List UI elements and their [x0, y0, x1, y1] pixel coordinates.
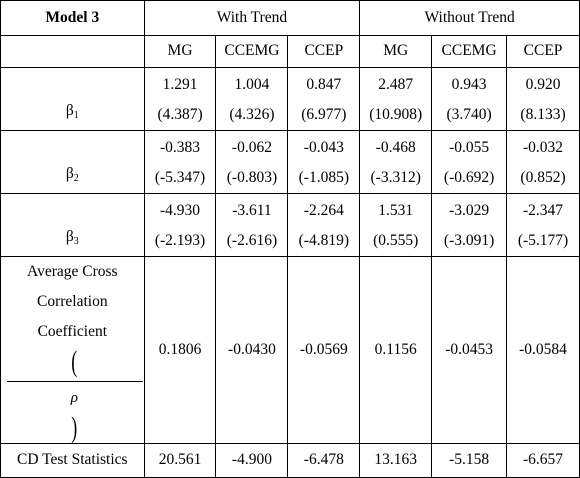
- beta2-label: $\beta_2$: [1, 131, 145, 194]
- model-header: Model 3: [1, 1, 145, 36]
- beta1-label: $\beta_1$: [1, 68, 145, 131]
- acc-cell: -0.0453: [432, 257, 507, 444]
- subheader-ccemg-trend: CCEMG: [216, 36, 288, 68]
- beta3-row: [1, 194, 580, 257]
- beta2-row: [1, 131, 580, 194]
- subheader-mg-notrend: MG: [360, 36, 432, 68]
- beta2-cell: -0.032 (0.852): [507, 131, 580, 194]
- acc-row: [1, 257, 580, 444]
- beta3-cell: -3.029 (-3.091): [432, 194, 507, 257]
- beta2-cell: -0.062 (-0.803): [216, 131, 288, 194]
- without-trend-header: Without Trend: [360, 1, 580, 36]
- beta1-cell: 0.847 (6.977): [288, 68, 360, 131]
- beta1-cell: 0.920 (8.133): [507, 68, 580, 131]
- beta3-cell: -3.611 (-2.616): [216, 194, 288, 257]
- beta3-cell: -2.264 (-4.819): [288, 194, 360, 257]
- beta1-cell: 0.943 (3.740): [432, 68, 507, 131]
- beta1-cell: 1.004 (4.326): [216, 68, 288, 131]
- cd-cell: -6.657: [507, 444, 580, 478]
- rho-bar-symbol: ( ρ ): [5, 347, 144, 443]
- beta1-row: [1, 68, 580, 131]
- acc-cell: -0.0569: [288, 257, 360, 444]
- with-trend-header: With Trend: [144, 1, 360, 36]
- beta2-cell: -0.468 (-3.312): [360, 131, 432, 194]
- acc-cell: -0.0584: [507, 257, 580, 444]
- beta3-cell: 1.531 (0.555): [360, 194, 432, 257]
- acc-label: Average Cross Correlation Coefficient ( ρ ): [1, 257, 145, 444]
- beta1-cell: 1.291 (4.387): [144, 68, 216, 131]
- subheader-ccemg-notrend: CCEMG: [432, 36, 507, 68]
- cd-cell: -4.900: [216, 444, 288, 478]
- cd-cell: 13.163: [360, 444, 432, 478]
- acc-cell: 0.1156: [360, 257, 432, 444]
- beta3-cell: -2.347 (-5.177): [507, 194, 580, 257]
- beta2-cell: -0.043 (-1.085): [288, 131, 360, 194]
- header-row: [1, 1, 580, 36]
- cd-cell: -5.158: [432, 444, 507, 478]
- beta3-label: $\beta_3$: [1, 194, 145, 257]
- beta2-cell: -0.055 (-0.692): [432, 131, 507, 194]
- empty-corner-cell: [1, 36, 145, 68]
- acc-cell: -0.0430: [216, 257, 288, 444]
- beta1-cell: 2.487 (10.908): [360, 68, 432, 131]
- cd-row: [1, 444, 580, 478]
- acc-cell: 0.1806: [144, 257, 216, 444]
- cd-label: CD Test Statistics: [1, 444, 145, 478]
- subheader-row: [1, 36, 580, 68]
- beta3-cell: -4.930 (-2.193): [144, 194, 216, 257]
- subheader-ccep-notrend: CCEP: [507, 36, 580, 68]
- beta2-cell: -0.383 (-5.347): [144, 131, 216, 194]
- subheader-mg-trend: MG: [144, 36, 216, 68]
- subheader-ccep-trend: CCEP: [288, 36, 360, 68]
- cd-cell: -6.478: [288, 444, 360, 478]
- cd-cell: 20.561: [144, 444, 216, 478]
